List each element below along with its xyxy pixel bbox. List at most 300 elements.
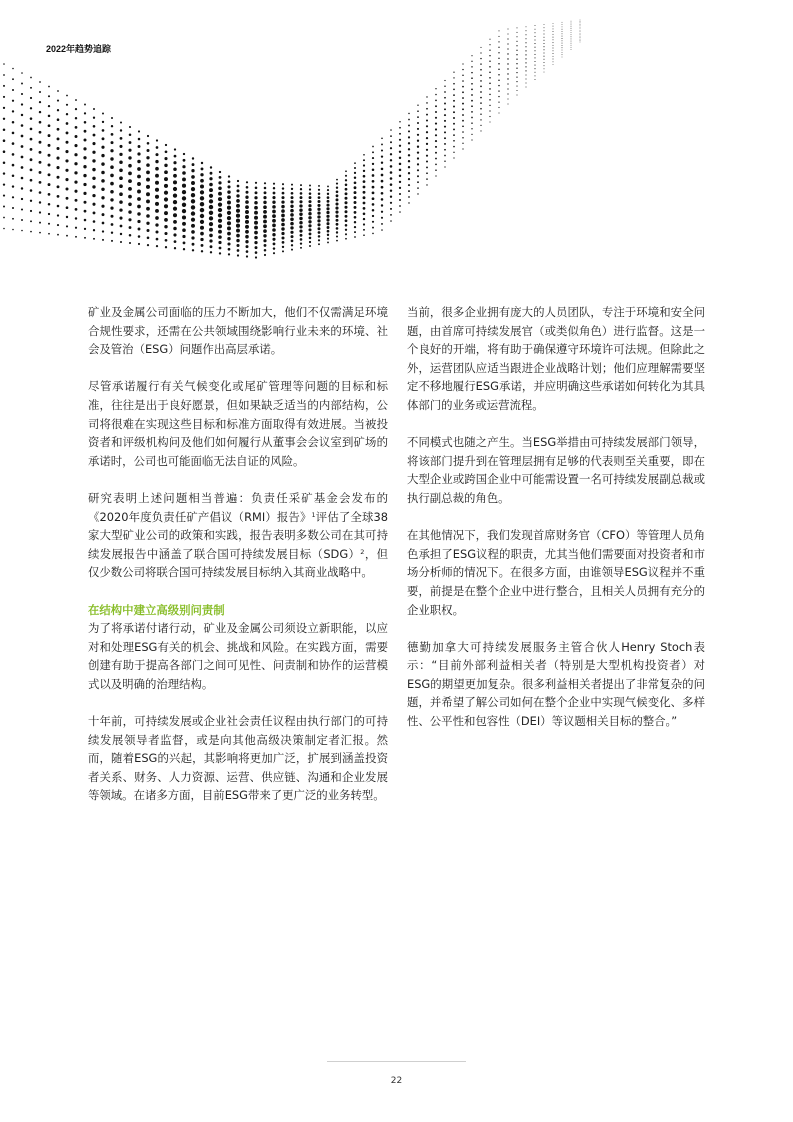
wave-dot [39, 101, 41, 103]
wave-dot [516, 36, 517, 37]
wave-dot [191, 187, 195, 191]
wave-dot [93, 220, 96, 223]
wave-dot [543, 46, 544, 47]
wave-dot [327, 230, 330, 233]
wave-dot [30, 210, 32, 212]
wave-dot [489, 55, 490, 56]
wave-dot [111, 125, 113, 127]
wave-dot [39, 151, 42, 154]
wave-dot [489, 121, 490, 122]
wave-dot [498, 30, 499, 31]
wave-dot [74, 153, 77, 156]
wave-dot [580, 39, 581, 40]
wave-dot [354, 221, 356, 223]
wave-dot [489, 105, 490, 106]
wave-dot [526, 26, 527, 27]
wave-dot [138, 130, 140, 132]
wave-dot [580, 23, 581, 24]
wave-dot [426, 102, 428, 104]
wave-dot [128, 172, 132, 176]
wave-dot [30, 231, 32, 233]
wave-dot [173, 180, 177, 184]
wave-dot [236, 204, 240, 208]
wave-dot [209, 239, 212, 242]
wave-dot [191, 175, 195, 179]
wave-dot [75, 227, 77, 229]
wave-dot [408, 160, 410, 162]
wave-dot [417, 169, 419, 171]
wave-dot [281, 205, 284, 208]
wave-dot [435, 175, 436, 176]
wave-dot [562, 24, 563, 25]
wave-dot [39, 91, 41, 93]
wave-dot [74, 181, 77, 184]
wave-dot [218, 230, 222, 234]
wave-dot [191, 224, 195, 228]
wave-dot [417, 151, 419, 153]
wave-dot [245, 225, 249, 229]
wave-dot [102, 239, 104, 241]
wave-dot [102, 230, 104, 232]
wave-dot [571, 43, 572, 44]
wave-dot [165, 144, 167, 146]
wave-dot [453, 140, 455, 142]
wave-dot [12, 89, 14, 91]
wave-dot [83, 147, 86, 150]
wave-dot [336, 240, 338, 242]
wave-dot [516, 81, 517, 82]
wave-dot [327, 238, 329, 240]
wave-dot [516, 45, 517, 46]
wave-dot [471, 128, 472, 129]
right-paragraph-1: 当前，很多企业拥有庞大的人员团队，专注于环境和安全问题，由首席可持续发展官（或类似角色）进行监督。这是一个良好的开端，将有助于确保遵守环境许可法规。但除此之外，运营团队应适当跟进企业战略计划；他们应理解需要坚定不移地履行ESG承诺，并应明确这些承诺如何转化为其具体部门的业务或运营流程。 [407, 305, 705, 412]
wave-dot [128, 179, 132, 183]
wave-dot [254, 201, 258, 205]
wave-dot [480, 58, 481, 59]
wave-dot [489, 88, 491, 90]
wave-dot [75, 199, 78, 202]
wave-dot [525, 74, 526, 75]
wave-dot [12, 142, 15, 145]
wave-dot [372, 151, 374, 153]
wave-dot [128, 203, 132, 207]
wave-dot [146, 185, 150, 189]
wave-dot [417, 175, 419, 177]
wave-dot [336, 194, 339, 197]
wave-dot [75, 108, 77, 110]
wave-dot [544, 30, 545, 31]
wave-dot [471, 72, 473, 74]
wave-dot [147, 237, 150, 240]
wave-dot [390, 165, 393, 168]
wave-dot [444, 126, 446, 128]
wave-dot [390, 135, 392, 137]
wave-dot [264, 249, 267, 252]
wave-dot [417, 146, 419, 148]
wave-dot [426, 160, 428, 162]
wave-dot [174, 148, 176, 150]
wave-dot [3, 183, 5, 185]
wave-dot [164, 184, 168, 188]
wave-dot [462, 143, 463, 144]
wave-dot [282, 192, 285, 195]
wave-dot [571, 40, 572, 41]
wave-dot [516, 63, 517, 64]
wave-dot [201, 162, 203, 164]
wave-dot [462, 91, 464, 93]
wave-dot [318, 189, 320, 191]
wave-dot [200, 185, 204, 189]
wave-dot [291, 184, 293, 186]
wave-dot [228, 253, 230, 255]
wave-dot [128, 164, 132, 168]
wave-dot [192, 163, 195, 166]
wave-dot [155, 230, 158, 233]
wave-dot [236, 199, 240, 203]
wave-dot [318, 235, 321, 238]
wave-dot [102, 213, 105, 216]
wave-dot [282, 241, 285, 244]
wave-dot [417, 110, 419, 112]
wave-dot [48, 105, 50, 107]
wave-dot [444, 97, 446, 99]
wave-dot [219, 247, 222, 250]
wave-dot [471, 89, 473, 91]
wave-dot [534, 47, 535, 48]
wave-dot [227, 242, 230, 245]
wave-dot [120, 129, 122, 131]
wave-dot [164, 211, 168, 215]
wave-dot [553, 53, 554, 54]
wave-dot [417, 181, 419, 183]
left-paragraph-4: 为了将承诺付诸行动，矿业及金属公司须设立新职能，以应对和处理ESG有关的机会、挑战和风险。在实践方面，需要创建有助于提高各部门之间可见性、问责制和协作的运营模式以及明确的治理结构。 [88, 621, 388, 691]
wave-dot [30, 200, 32, 202]
wave-dot [562, 26, 563, 27]
wave-dot [534, 68, 535, 69]
wave-dot [273, 252, 275, 254]
wave-dot [525, 50, 526, 51]
wave-dot [553, 50, 554, 51]
wave-dot [83, 192, 86, 195]
wave-dot [498, 58, 499, 59]
wave-dot [3, 129, 6, 132]
wave-dot [426, 149, 428, 151]
wave-dot [498, 47, 499, 48]
wave-dot [12, 207, 14, 209]
wave-dot [254, 236, 258, 240]
wave-dot [57, 100, 59, 102]
wave-dot [534, 57, 535, 58]
wave-dot [480, 47, 481, 48]
wave-dot [102, 137, 105, 140]
wave-dot [444, 103, 446, 105]
wave-dot [281, 223, 285, 227]
wave-dot [254, 216, 258, 220]
wave-dot [309, 237, 312, 240]
wave-dot [30, 189, 33, 192]
wave-dot [192, 157, 194, 159]
wave-dot [453, 83, 455, 85]
wave-dot [30, 158, 33, 161]
page-number: 22 [390, 1076, 403, 1086]
wave-dot [381, 229, 383, 231]
wave-dot [453, 146, 455, 148]
wave-dot [372, 192, 375, 195]
wave-dot [155, 216, 159, 220]
wave-dot [534, 36, 535, 37]
wave-dot [264, 244, 267, 247]
wave-dot [218, 197, 222, 201]
wave-dot [84, 219, 87, 222]
wave-dot [39, 232, 41, 234]
wave-dot [155, 223, 158, 226]
wave-dot [245, 196, 248, 199]
wave-dot [498, 68, 500, 70]
wave-dot [218, 213, 222, 217]
wave-dot [209, 222, 213, 226]
wave-dot [562, 38, 563, 39]
wave-dot [408, 202, 409, 203]
wave-dot [444, 166, 445, 167]
wave-dot [30, 87, 32, 89]
wave-dot [164, 191, 168, 195]
wave-dot [21, 103, 23, 105]
wave-dot [164, 157, 167, 160]
wave-dot [155, 167, 159, 171]
wave-dot [281, 214, 285, 218]
wave-dot [580, 21, 581, 22]
wave-dot [300, 247, 302, 249]
wave-dot [272, 228, 276, 232]
wave-dot [553, 23, 554, 24]
wave-dot [435, 164, 437, 166]
wave-dot [308, 212, 311, 215]
wave-dot [372, 186, 375, 189]
wave-dot [435, 169, 437, 171]
wave-dot [146, 192, 150, 196]
wave-dot [12, 229, 14, 231]
wave-dot [571, 26, 572, 27]
wave-dot [48, 154, 51, 157]
wave-dot [137, 182, 141, 186]
wave-dot [209, 188, 213, 192]
wave-dot [146, 178, 150, 182]
wave-dot [489, 94, 491, 96]
wave-dot [363, 223, 365, 225]
wave-dot [165, 239, 168, 242]
wave-dot [156, 146, 159, 149]
wave-dot [525, 58, 526, 59]
wave-dot [155, 174, 159, 178]
wave-dot [255, 191, 258, 194]
wave-dot [129, 126, 131, 128]
wave-dot [336, 231, 338, 233]
wave-dot [381, 192, 384, 195]
wave-dot [236, 239, 239, 242]
wave-dot [74, 144, 77, 147]
wave-dot [345, 215, 348, 218]
wave-dot [417, 157, 419, 159]
wave-dot [56, 176, 59, 179]
footnote-ref-2[interactable]: 2 [360, 547, 365, 556]
wave-dot [354, 186, 357, 189]
wave-dot [345, 219, 348, 222]
wave-dot [246, 250, 249, 253]
wave-dot [534, 32, 535, 33]
wave-dot [227, 211, 231, 215]
wave-dot [227, 206, 231, 210]
wave-dot [164, 218, 168, 222]
wave-dot [453, 128, 455, 130]
wave-dot [21, 177, 24, 180]
wave-dot [453, 152, 454, 153]
wave-dot [57, 118, 60, 121]
wave-dot [471, 122, 473, 124]
wave-dot [228, 180, 231, 183]
wave-dot [426, 114, 428, 116]
wave-dot [318, 192, 321, 195]
wave-dot [12, 110, 14, 112]
wave-dot [553, 42, 554, 43]
wave-dot [336, 183, 338, 185]
wave-dot [354, 236, 356, 238]
wave-dot [57, 109, 59, 111]
wave-dot [83, 183, 86, 186]
wave-dot [571, 21, 572, 22]
wave-dot [30, 179, 33, 182]
wave-dot [336, 179, 338, 181]
wave-dot [308, 220, 311, 223]
footer-divider [327, 1061, 466, 1062]
wave-dot [363, 202, 366, 205]
wave-dot [119, 208, 122, 211]
wave-dot [354, 172, 356, 174]
wave-dot [480, 80, 482, 82]
footnote-ref-1[interactable]: 1 [311, 510, 316, 519]
wave-dot [363, 164, 365, 166]
wave-dot [128, 195, 132, 199]
wave-dot [290, 226, 293, 229]
wave-dot [480, 86, 482, 88]
wave-dot [110, 149, 113, 152]
wave-dot [209, 183, 213, 187]
wave-dot [246, 181, 248, 183]
wave-dot [290, 213, 294, 217]
wave-dot [263, 224, 267, 228]
wave-dot [218, 181, 221, 184]
wave-dot [471, 111, 473, 113]
wave-dot [92, 142, 95, 145]
wave-dot [345, 170, 347, 172]
wave-dot [344, 201, 347, 204]
wave-dot [92, 151, 95, 154]
wave-dot [390, 208, 392, 210]
wave-dot [381, 149, 383, 151]
wave-dot [489, 44, 490, 45]
wave-dot [535, 25, 536, 26]
wave-dot [444, 160, 445, 161]
wave-dot [236, 229, 240, 233]
wave-dot [571, 47, 572, 48]
wave-dot [525, 82, 526, 83]
wave-dot [129, 133, 132, 136]
wave-dot [480, 102, 482, 104]
wave-dot [580, 30, 581, 31]
wave-dot [553, 61, 554, 62]
wave-dot [480, 119, 481, 120]
wave-dot [381, 155, 383, 157]
wave-dot [128, 156, 131, 159]
wave-dot [236, 189, 239, 192]
wave-dot [39, 171, 42, 174]
wave-dot [209, 177, 212, 180]
wave-dot [543, 40, 544, 41]
wave-dot [327, 185, 329, 187]
wave-dot [273, 247, 275, 249]
wave-dot [498, 101, 499, 102]
wave-dot [507, 43, 508, 44]
wave-dot [571, 30, 572, 31]
wave-dot [291, 249, 293, 251]
wave-dot [417, 128, 419, 130]
wave-dot [489, 50, 490, 51]
wave-dot [354, 181, 357, 184]
wave-dot [507, 98, 508, 99]
wave-dot [453, 117, 455, 119]
wave-dot [281, 236, 284, 239]
wave-dot [318, 239, 320, 241]
wave-dot [345, 175, 347, 177]
wave-dot [111, 240, 113, 242]
wave-dot [164, 232, 167, 235]
wave-dot [272, 201, 275, 204]
wave-dot [507, 58, 508, 59]
wave-dot [553, 39, 554, 40]
wave-dot [471, 66, 472, 67]
wave-dot [120, 225, 123, 228]
right-paragraph-4: 德勤加拿大可持续发展服务主管合伙人Henry Stoch表示：“目前外部利益相关者（特别是大型机构投资者）对ESG的期望更加复杂。很多利益相关者提出了非常复杂的问题，并希望了解公司如何在整个企业中实现气候变化、多样性、公平性和包容性（DEI）等议题相关目标的整合。” [407, 639, 705, 729]
left-paragraph-1: 矿业及金属公司面临的压力不断加大，他们不仅需满足环境合规性要求，还需在公共领域围绕影响行业未来的环境、社会及管治（ESG）问题作出高层承诺。 [88, 305, 388, 357]
wave-dot [507, 28, 508, 29]
wave-dot [209, 216, 213, 220]
wave-dot [129, 234, 132, 237]
wave-dot [363, 196, 366, 199]
wave-dot [129, 226, 132, 229]
wave-dot [553, 31, 554, 32]
wave-dot [48, 213, 50, 215]
wave-dot [299, 217, 302, 220]
wave-dot [372, 227, 374, 229]
wave-dot [372, 221, 374, 223]
wave-dot [200, 214, 204, 218]
wave-dot [75, 208, 78, 211]
wave-dot [12, 175, 15, 178]
wave-dot [571, 23, 572, 24]
wave-dot [39, 191, 42, 194]
wave-dot [372, 163, 374, 165]
wave-dot [390, 189, 392, 191]
wave-dot [344, 206, 347, 209]
wave-dot [281, 196, 284, 199]
wave-dot [317, 208, 320, 211]
wave-dot [75, 236, 77, 238]
wave-dot [111, 232, 113, 234]
wave-dot [236, 214, 240, 218]
wave-dot [471, 94, 473, 96]
wave-dot [245, 230, 249, 234]
wave-dot [300, 238, 303, 241]
wave-dot [164, 197, 168, 201]
